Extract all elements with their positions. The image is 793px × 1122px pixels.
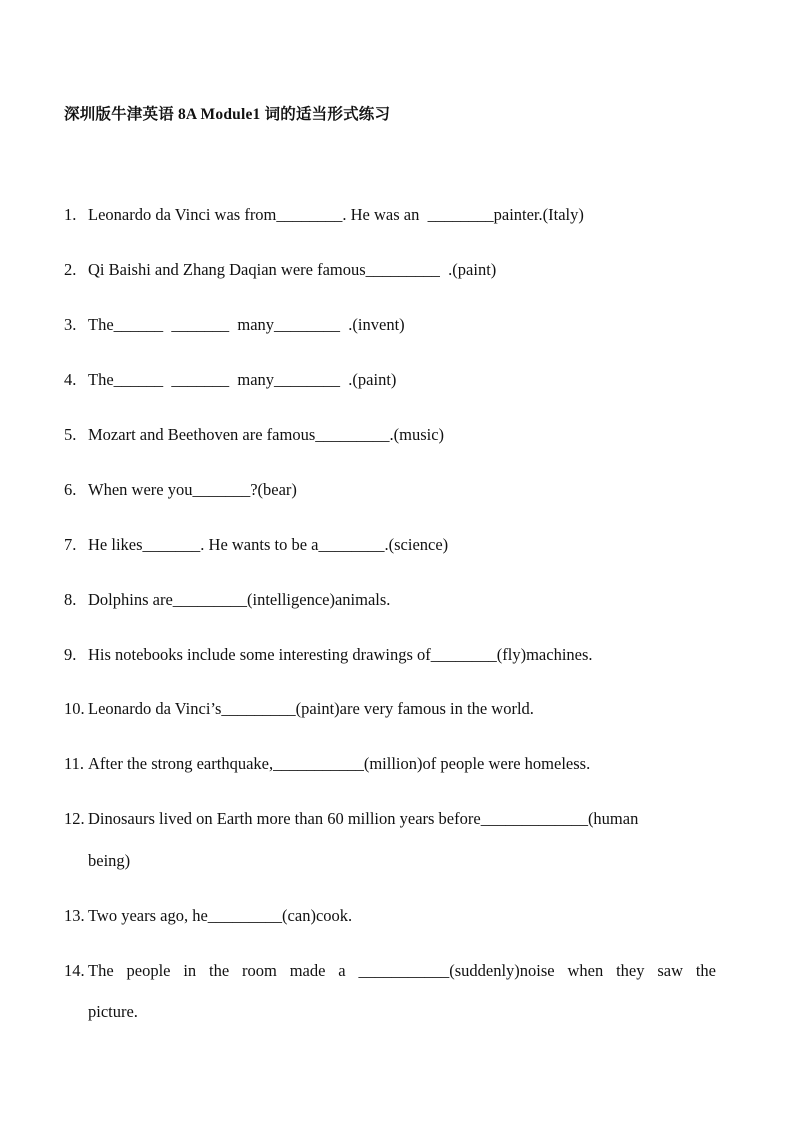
question-text: Leonardo da Vinci was from________. He was an ________painter.(Italy) — [88, 205, 584, 224]
question-number: 8. — [64, 590, 77, 609]
question-text: When were you_______?(bear) — [88, 480, 297, 499]
question-text: Two years ago, he_________(can)cook. — [88, 906, 353, 925]
question-number: 9. — [64, 645, 77, 664]
question-text: Dinosaurs lived on Earth more than 60 million years before_____________(human — [88, 809, 639, 828]
question-11 — [64, 754, 590, 774]
question-text: Dolphins are_________(intelligence)animals. — [88, 590, 391, 609]
question-13 — [64, 906, 352, 926]
question-text: The______ _______ many________ .(paint) — [88, 370, 397, 389]
question-number: 4. — [64, 370, 77, 389]
question-number: 12. — [64, 809, 85, 828]
question-number: 13. — [64, 906, 85, 925]
question-2 — [64, 260, 496, 280]
question-number: 5. — [64, 425, 77, 444]
question-number: 3. — [64, 315, 77, 334]
question-text: His notebooks include some interesting drawings of________(fly)machines. — [88, 645, 593, 664]
question-number: 7. — [64, 535, 77, 554]
question-number: 11. — [64, 754, 85, 773]
question-8 — [64, 590, 390, 610]
question-4 — [64, 370, 396, 390]
question-14 — [64, 961, 716, 981]
question-number: 14. — [64, 961, 85, 980]
question-1 — [64, 205, 584, 225]
question-text: The people in the room made a ___________(suddenly)noise when they saw the — [88, 961, 716, 980]
question-10 — [64, 699, 534, 719]
question-number: 10. — [64, 699, 85, 718]
question-number: 2. — [64, 260, 77, 279]
question-5 — [64, 425, 444, 445]
question-12-continuation: being) — [88, 851, 131, 870]
page-title: 深圳版牛津英语 8A Module1 词的适当形式练习 — [64, 106, 391, 123]
question-12 — [64, 809, 638, 829]
question-3 — [64, 315, 405, 335]
question-number: 6. — [64, 480, 77, 499]
question-14-continuation: picture. — [88, 1002, 138, 1021]
question-text: Qi Baishi and Zhang Daqian were famous_________ .(paint) — [88, 260, 497, 279]
question-6 — [64, 480, 297, 500]
question-7 — [64, 535, 448, 555]
question-text: After the strong earthquake,___________(million)of people were homeless. — [88, 754, 591, 773]
question-text: He likes_______. He wants to be a________.(science) — [88, 535, 449, 554]
question-number: 1. — [64, 205, 77, 224]
question-text: Leonardo da Vinci’s_________(paint)are very famous in the world. — [88, 699, 534, 718]
question-9 — [64, 645, 593, 665]
question-text: The______ _______ many________ .(invent) — [88, 315, 405, 334]
question-text: Mozart and Beethoven are famous_________.(music) — [88, 425, 445, 444]
